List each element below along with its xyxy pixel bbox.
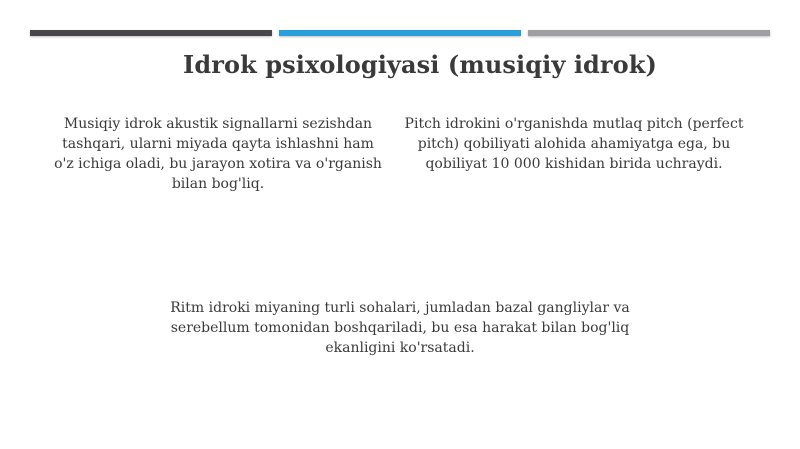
header-bar-gray bbox=[528, 30, 770, 36]
paragraph-pitch-perception: Pitch idrokini o'rganishda mutlaq pitch (perfect pitch) qobiliyati alohida ahamiyatga ega, bu qobiliyat 10 000 kishidan birida uchraydi. bbox=[404, 116, 744, 172]
header-bar-dark bbox=[30, 30, 272, 36]
header-bar-blue bbox=[279, 30, 521, 36]
slide-title: Idrok psixologiyasi (musiqiy idrok) bbox=[183, 50, 657, 79]
paragraph-musical-perception: Musiqiy idrok akustik signallarni sezishdan tashqari, ularni miyada qayta ishlashni ham o'z ichiga oladi, bu jarayon xotira va o'rganish bilan bog'liq. bbox=[54, 116, 382, 192]
paragraph-rhythm-perception: Ritm idroki miyaning turli sohalari, jumladan bazal gangliylar va serebellum tomonidan boshqariladi, bu esa harakat bilan bog'liq ekanligini ko'rsatadi. bbox=[170, 300, 630, 356]
